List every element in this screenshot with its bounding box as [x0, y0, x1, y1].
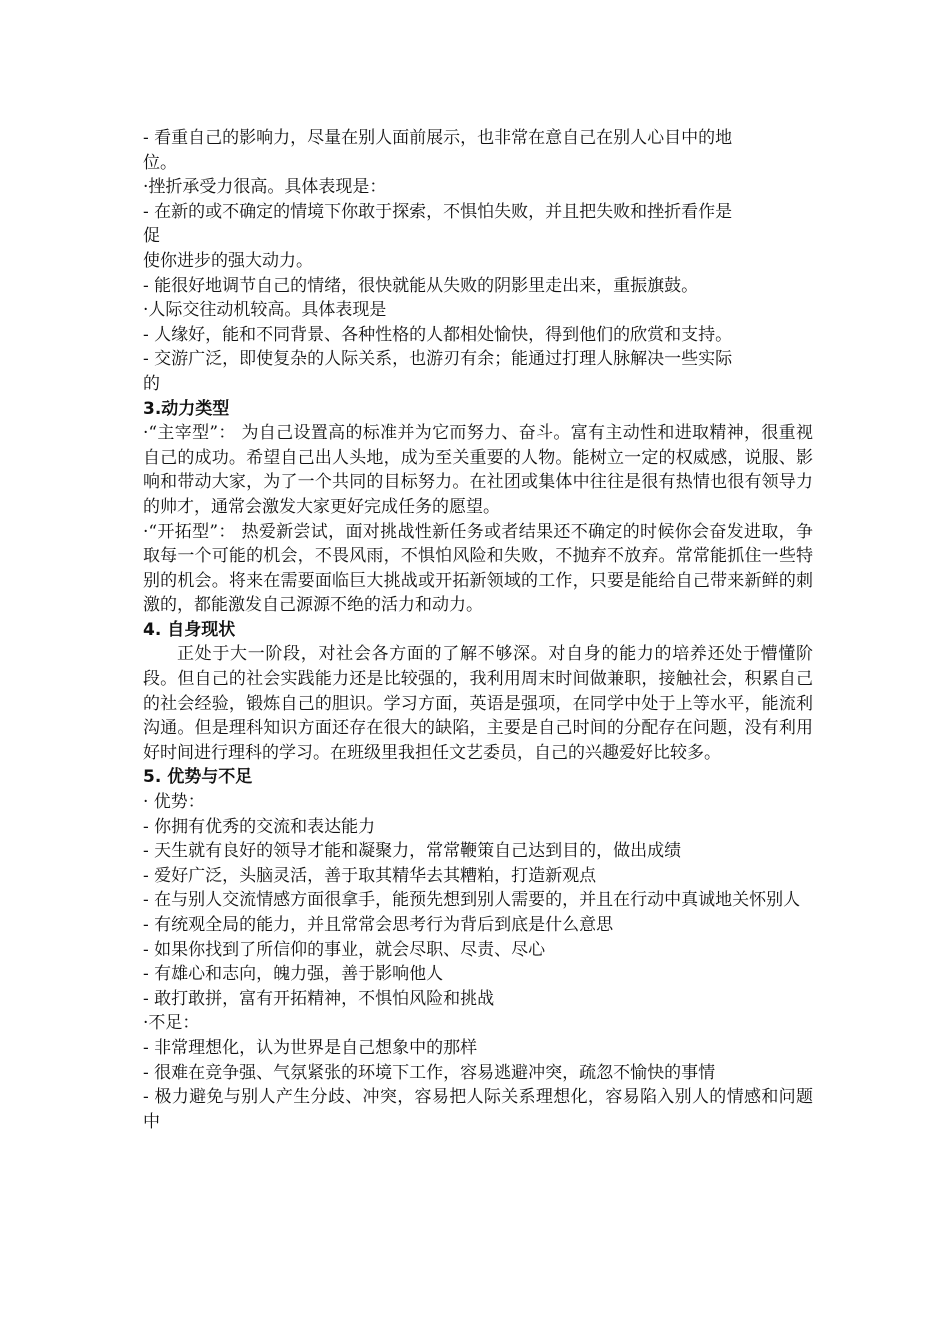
section-heading-current-status: 4. 自身现状 — [143, 619, 236, 640]
text-line: - 看重自己的影响力，尽量在别人面前展示，也非常在意自己在别人心目中的地 — [143, 128, 733, 148]
list-item: - 有统观全局的能力，并且常常会思考行为背后到底是什么意思 — [143, 915, 614, 935]
list-item: - 很难在竞争强、气氛紧张的环境下工作，容易逃避冲突，疏忽不愉快的事情 — [143, 1062, 716, 1083]
list-item: - 敢打敢拼，富有开拓精神，不惧怕风险和挑战 — [143, 988, 495, 1009]
list-item: - 你拥有优秀的交流和表达能力 — [143, 816, 376, 837]
paragraph-dominant-type: ·“主宰型”： 为自己设置高的标准并为它而努力、奋斗。富有主动性和进取精神，很重视自己的成功。希望自己出人头地，成为至关重要的人物。能树立一定的权威感，说服、影响和带动大家，为了一个共同的目标努力。在社团或集体中往往是很有热情也很有领导力的帅才，通常会激发大家更好完成任务的愿望。 — [143, 423, 813, 517]
list-item: - 爱好广泛，头脑灵活，善于取其精华去其糟粕，打造新观点 — [143, 865, 597, 886]
text-line: 的 — [143, 373, 160, 394]
text-line: ·人际交往动机较高。具体表现是 — [143, 300, 387, 321]
text-line: ·挫折承受力很高。具体表现是： — [143, 177, 387, 198]
paragraph-current-status: 正处于大一阶段，对社会各方面的了解不够深。对自身的能力的培养还处于懵懂阶段。但自己的社会实践能力还是比较强的，我利用周末时间做兼职，接触社会，积累自己的社会经验，锻炼自己的胆识。学习方面，英语是强项，在同学中处于上等水平，能流利沟通。但是理科知识方面还存在很大的缺陷，主要是自己时间的分配存在问题，没有利用好时间进行理科的学习。在班级里我担任文艺委员，自己的兴趣爱好比较多。 — [143, 644, 813, 763]
text-line: - 交游广泛，即使复杂的人际关系，也游刃有余；能通过打理人脉解决一些实际 — [143, 349, 733, 370]
list-item: - 非常理想化，认为世界是自己想象中的那样 — [143, 1037, 478, 1058]
text-line: 促 — [143, 226, 160, 247]
list-item: - 如果你找到了所信仰的事业，就会尽职、尽责、尽心 — [143, 939, 546, 960]
list-item: - 有雄心和志向，魄力强，善于影响他人 — [143, 964, 444, 985]
weaknesses-list — [143, 1036, 813, 1134]
section-2-tail — [143, 126, 813, 397]
paragraph-pioneer-type: ·“开拓型”： 热爱新尝试，面对挑战性新任务或者结果还不确定的时候你会奋发进取，争取每一个可能的机会，不畏风雨，不惧怕风险和失败，不抛弃不放弃。常常能抓住一些特别的机会。将来在需要面临巨大挑战或开拓新领域的工作，只要是能给自己带来新鲜的刺激的，都能激发自己源源不绝的活力和动力。 — [143, 521, 813, 616]
list-item: - 天生就有良好的领导才能和凝聚力，常常鞭策自己达到目的，做出成绩 — [143, 841, 682, 862]
text-line: - 能很好地调节自己的情绪，很快就能从失败的阴影里走出来，重振旗鼓。 — [143, 275, 699, 296]
section-heading-motivation: 3.动力类型 — [143, 398, 230, 419]
strengths-label: · 优势： — [143, 792, 205, 813]
list-item: - 极力避免与别人产生分歧、冲突，容易把人际关系理想化，容易陷入别人的情感和问题中 — [143, 1087, 813, 1132]
text-line: - 人缘好，能和不同背景、各种性格的人都相处愉快，得到他们的欣赏和支持。 — [143, 324, 733, 345]
text-line: 使你进步的强大动力。 — [143, 250, 313, 271]
strengths-list — [143, 815, 813, 1012]
text-line: - 在新的或不确定的情境下你敢于探索，不惧怕失败，并且把失败和挫折看作是 — [143, 201, 733, 222]
list-item: - 在与别人交流情感方面很拿手，能预先想到别人需要的，并且在行动中真诚地关怀别人 — [143, 890, 801, 911]
document-page — [143, 126, 813, 1134]
section-heading-strengths-weaknesses: 5. 优势与不足 — [143, 767, 253, 788]
text-line: 位。 — [143, 152, 177, 173]
weaknesses-label: ·不足： — [143, 1013, 200, 1034]
